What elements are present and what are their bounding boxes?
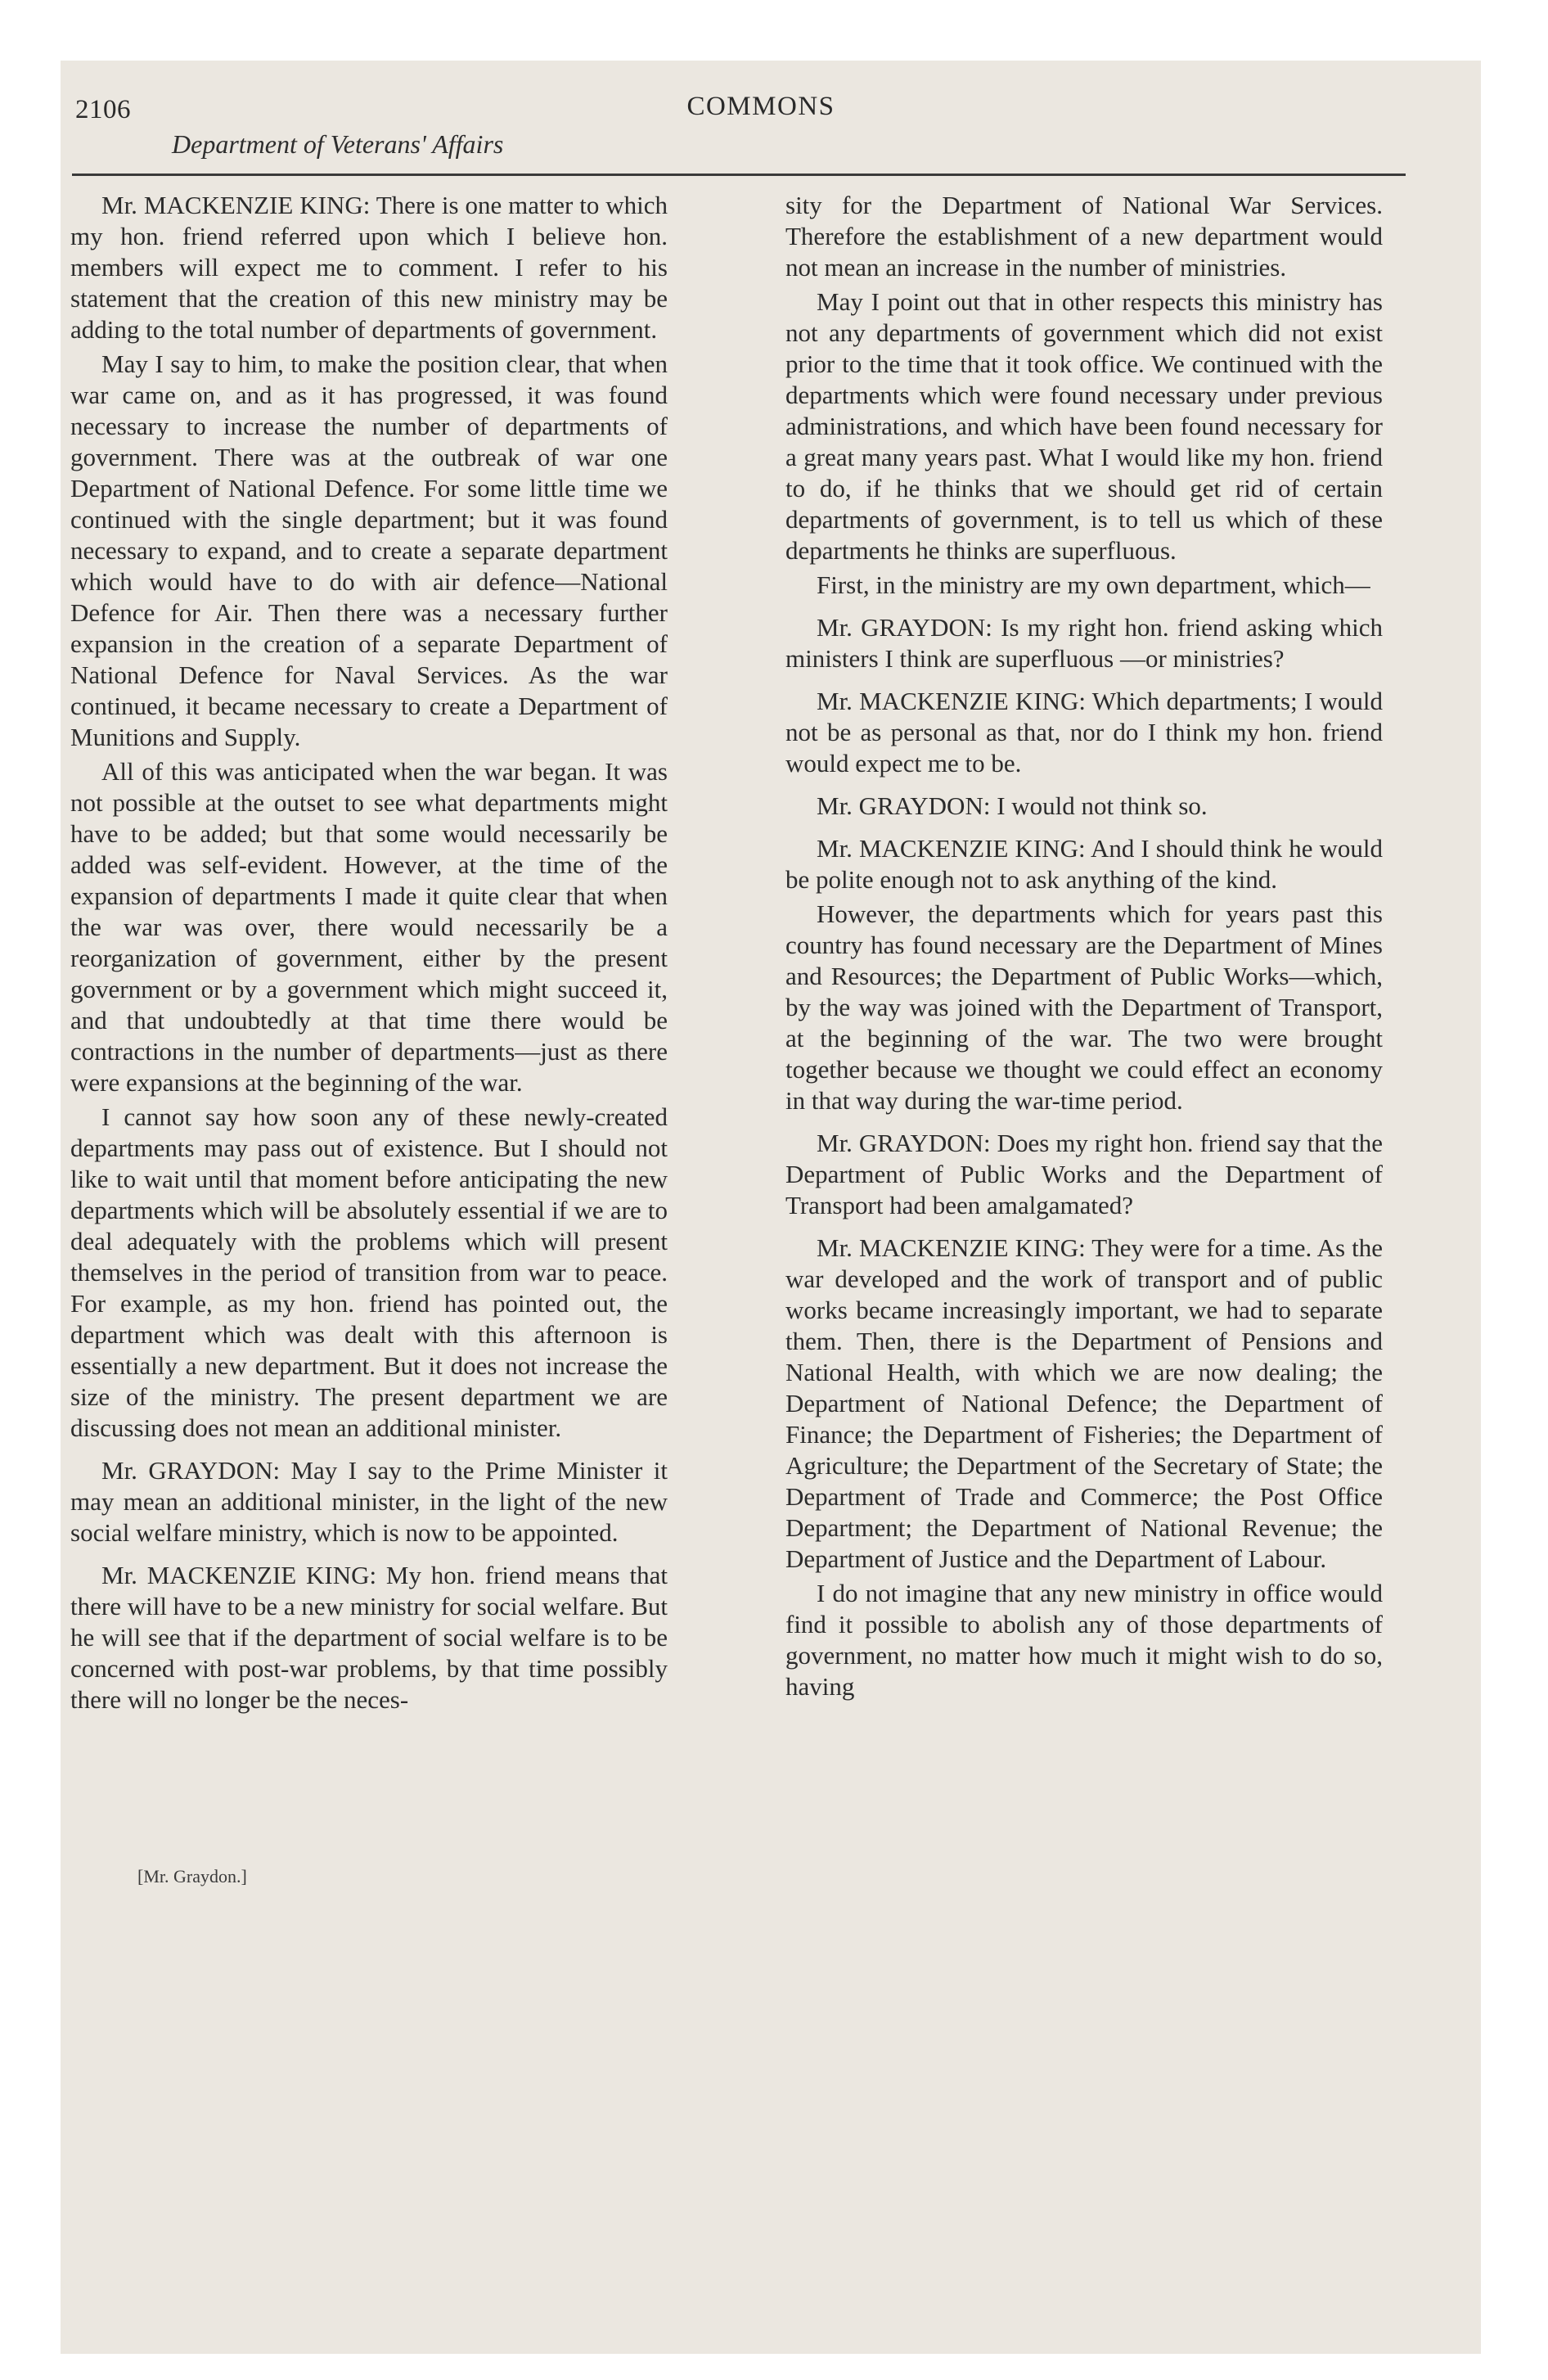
paragraph: However, the departments which for years past this country has found necessary are the Department of Mines and Resources; the Department of Public Works—which, by the way was joined with the Department of Transport, at the beginning of the war. The two were brought together because we thought we could effect an economy in that way during the war-time period. <box>785 899 1383 1115</box>
paragraph: Mr. MACKENZIE KING: My hon. friend means that there will have to be a new ministry for social welfare. But he will see that if the department of social welfare is to be concerned with post-war problems, by that time possibly there will no longer be the neces- <box>70 1561 668 1714</box>
paragraph: Mr. GRAYDON: Does my right hon. friend say that the Department of Public Works and the Department of Transport had been amalgamated? <box>785 1129 1383 1219</box>
paragraph: Mr. MACKENZIE KING: They were for a time. As the war developed and the work of transport and of public works became increasingly important, we had to separate them. Then, there is the Department of Pensions and National Health, with which we are now dealing; the Department of National Defence; the Department of Finance; the Department of Fisheries; the Department of Agriculture; the Department of the Secretary of State; the Department of Trade and Commerce; the Post Office Department; the Department of National Revenue; the Department of Justice and the Department of Labour. <box>785 1233 1383 1573</box>
left-column <box>70 190 668 1719</box>
speaker-footnote: [Mr. Graydon.] <box>137 1866 247 1886</box>
paragraph: Mr. MACKENZIE KING: There is one matter to which my hon. friend referred upon which I believe hon. members will expect me to comment. I refer to his statement that the creation of this new ministry may be adding to the total number of departments of government. <box>70 191 668 344</box>
paragraph: Mr. MACKENZIE KING: Which departments; I would not be as personal as that, nor do I think my hon. friend would expect me to be. <box>785 687 1383 778</box>
paragraph: Mr. MACKENZIE KING: And I should think he would be polite enough not to ask anything of the kind. <box>785 834 1383 894</box>
paragraph: Mr. GRAYDON: I would not think so. <box>817 791 1208 820</box>
paragraph: All of this was anticipated when the war began. It was not possible at the outset to see what departments might have to be added; but that some would necessarily be added was self-evident. However, at the time of the expansion of departments I made it quite clear that when the war was over, there would necessarily be a reorganization of government, either by the present government or by a government which might succeed it, and that undoubtedly at that time there would be contractions in the number of departments—just as there were expansions at the beginning of the war. <box>70 757 668 1097</box>
right-column <box>785 190 1383 1706</box>
page-number: 2106 <box>75 95 131 124</box>
header-rule <box>72 174 1406 176</box>
paragraph: May I point out that in other respects this ministry has not any departments of government which did not exist prior to the time that it took office. We continued with the departments which were found necessary under previous administrations, and which have been found necessary for a great many years past. What I would like my hon. friend to do, if he thinks that we should get rid of certain departments of government, is to tell us which of these departments he thinks are superfluous. <box>785 287 1383 565</box>
paragraph: I do not imagine that any new ministry in office would find it possible to abolish any of those departments of government, no matter how much it might wish to do so, having <box>785 1579 1383 1701</box>
paragraph: sity for the Department of National War Services. Therefore the establishment of a new department would not mean an increase in the number of ministries. <box>785 191 1383 282</box>
paragraph: May I say to him, to make the position clear, that when war came on, and as it has progressed, it was found necessary to increase the number of departments of government. There was at the outbreak of war one Department of National Defence. For some little time we continued with the single department; but it was found necessary to expand, and to create a separate department which would have to do with air defence—National Defence for Air. Then there was a necessary further expansion in the creation of a separate Department of National Defence for Naval Services. As the war continued, it became necessary to create a Department of Munitions and Supply. <box>70 349 668 751</box>
running-topic: Department of Veterans' Affairs <box>172 129 504 159</box>
paragraph: Mr. GRAYDON: Is my right hon. friend asking which ministers I think are superfluous —or ministries? <box>785 613 1383 673</box>
paragraph: Mr. GRAYDON: May I say to the Prime Minister it may mean an additional minister, in the light of the new social welfare ministry, which is now to be appointed. <box>70 1456 668 1547</box>
paragraph: First, in the ministry are my own department, which— <box>817 570 1370 599</box>
chamber-heading: COMMONS <box>686 92 835 121</box>
paragraph: I cannot say how soon any of these newly-created departments may pass out of existence. But I should not like to wait until that moment before anticipating the new departments which will be absolutely essential if we are to deal adequately with the problems which will present themselves in the period of transition from war to peace. For example, as my hon. friend has pointed out, the department which was dealt with this afternoon is essentially a new department. But it does not increase the size of the ministry. The present department we are discussing does not mean an additional minister. <box>70 1102 668 1442</box>
